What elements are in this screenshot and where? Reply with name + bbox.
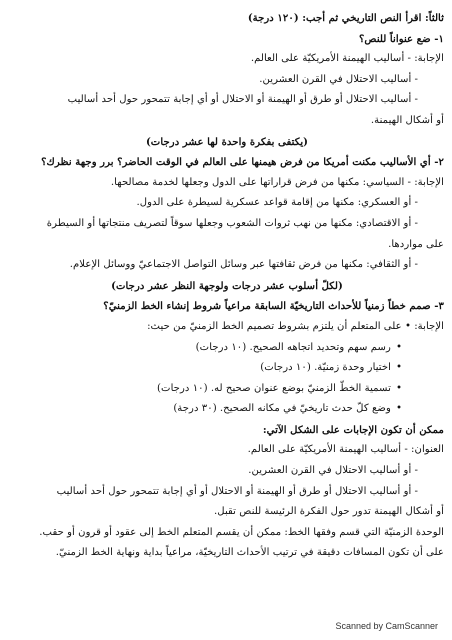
document-line: • رسم سهم وتحديد اتجاهه الصحيح. (١٠ درجات) (10, 338, 444, 359)
document-line: - أساليب الاحتلال في القرن العشرين. (259, 73, 418, 85)
document-line: - أو أساليب الاحتلال في القرن العشرين. (248, 465, 418, 477)
document-line: • تسمية الخطّ الزمنيّ بوضع عنوان صحيح له. (١٠ درجات) (10, 379, 444, 400)
document-line: - أو أساليب الاحتلال أو طرق أو الهيمنة أو الاحتلال أو أي إجابة تتمحور حول أحد أساليب (56, 485, 418, 497)
document-line: ٣- صمم خطاً زمنياً للأحداث التاريخيّة السابقة مراعياً شروط إنشاء الخط الزمنيّ؟ (103, 300, 444, 313)
document-page (10, 8, 444, 640)
document-line: (يكتفى بفكرة واحدة لها عشر درجات) (145, 135, 308, 148)
document-line: ثالثاً: اقرأ النص التاريخي ثم أجب: (١٢٠ درجة) (247, 12, 444, 24)
document-line: على أن تكون المسافات دقيقة في ترتيب الأحداث التاريخيّة، مراعياً بداية ونهاية الخط الزمنيّ. (55, 547, 444, 559)
document-line: الإجابة: - السياسي: مكنها من فرض قراراتها على الدول وجعلها لخدمة مصالحها. (110, 176, 444, 188)
document-line: ٢- أي الأساليب مكنت أمريكا من فرض هيمنها على العالم في الوقت الحاضر؟ برر وجهة نظرك؟ (41, 156, 444, 169)
document-line: العنوان: - أساليب الهيمنة الأمريكيّة على العالم. (247, 444, 444, 456)
document-line: - أو العسكري: مكنها من إقامة قواعد عسكرية لسيطرة على الدول. (136, 197, 418, 209)
document-line: (لكلّ أسلوب عشر درجات ولوجهة النظر عشر درجات) (111, 279, 343, 292)
document-line: • وضع كلّ حدث تاريخيّ في مكانه الصحيح. (٣٠ درجة) (10, 399, 444, 420)
document-line: ممكن أن تكون الإجابات على الشكل الآتي: (262, 423, 444, 436)
document-line: ١- ضع عنواناً للنص؟ (358, 32, 444, 45)
document-body (10, 8, 444, 564)
document-line: الإجابة: • على المتعلم أن يلتزم بشروط تصميم الخط الزمنيّ من حيث: (147, 320, 444, 332)
document-line: • اختيار وحدة زمنيّة. (١٠ درجات) (10, 358, 444, 379)
document-line: الوحدة الزمنيّة التي قسم وفقها الخط: ممكن أن يقسم المتعلم الخط إلى عقود أو قرون أو حقب. (39, 526, 444, 538)
document-line: - أساليب الاحتلال أو طرق أو الهيمنة أو الاحتلال أو أي إجابة تتمحور حول أحد أساليب (67, 94, 418, 106)
document-line: الإجابة: - أساليب الهيمنة الأمريكيّة على العالم. (250, 53, 444, 65)
document-line: - أو الاقتصادي: مكنها من نهب ثروات الشعوب وجعلها سوقاً لتصريف منتجاتها أو السيطرة (46, 217, 418, 229)
document-line: أو أشكال الهيمنة تدور حول الفكرة الرئيسة للنص تقبل. (213, 506, 444, 518)
document-line: - أو الثقافي: مكنها من فرض ثقافتها عبر وسائل التواصل الاجتماعيّ ووسائل الإعلام. (69, 259, 418, 271)
scanner-watermark: Scanned by CamScanner (335, 621, 438, 631)
document-line: على مواردها. (388, 238, 444, 250)
document-line: أو أشكال الهيمنة. (370, 114, 444, 126)
